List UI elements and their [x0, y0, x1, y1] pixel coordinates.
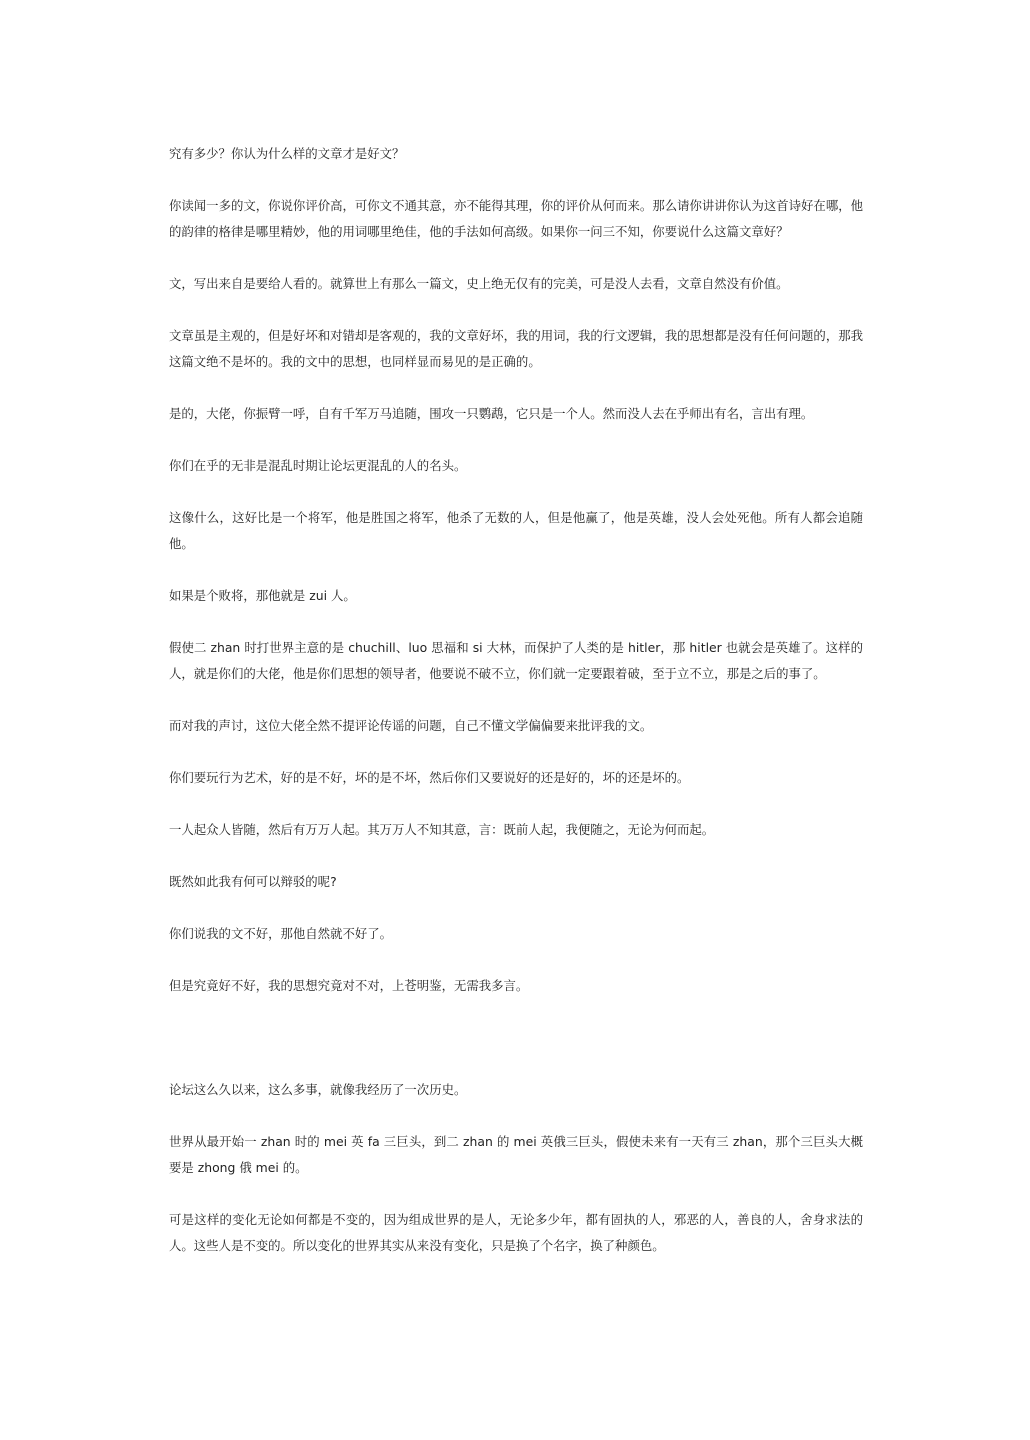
paragraph: 文章虽是主观的，但是好坏和对错却是客观的，我的文章好坏，我的用词，我的行文逻辑，我的思想都是没有任何问题的，那我这篇文绝不是坏的。我的文中的思想，也同样显而易见的是正确的。 — [169, 328, 863, 369]
paragraph: 一人起众人皆随，然后有万万人起。其万万人不知其意，言：既前人起，我便随之，无论为何而起。 — [169, 822, 715, 837]
paragraph: 但是究竟好不好，我的思想究竟对不对，上苍明鉴，无需我多言。 — [169, 978, 529, 993]
paragraph: 是的，大佬，你振臂一呼，自有千军万马追随，围攻一只鹦鹉，它只是一个人。然而没人去在乎师出有名，言出有理。 — [169, 406, 814, 421]
paragraph: 论坛这么久以来，这么多事，就像我经历了一次历史。 — [169, 1082, 467, 1097]
paragraph: 可是这样的变化无论如何都是不变的，因为组成世界的是人，无论多少年，都有固执的人，邪恶的人，善良的人，舍身求法的人。这些人是不变的。所以变化的世界其实从来没有变化，只是换了个名字，换了种颜色。 — [169, 1212, 863, 1253]
paragraph: 既然如此我有何可以辩驳的呢? — [169, 874, 337, 889]
paragraph: 而对我的声讨，这位大佬全然不提评论传谣的问题，自己不懂文学偏偏要来批评我的文。 — [169, 718, 653, 733]
article-body — [169, 141, 863, 1285]
paragraph: 你们说我的文不好，那他自然就不好了。 — [169, 926, 393, 941]
section-spacer — [169, 1025, 863, 1077]
paragraph: 你们要玩行为艺术，好的是不好，坏的是不坏，然后你们又要说好的还是好的，坏的还是坏的。 — [169, 770, 690, 785]
paragraph: 如果是个败将，那他就是 zui 人。 — [169, 588, 356, 603]
paragraph: 你读闻一多的文，你说你评价高，可你文不通其意，亦不能得其理，你的评价从何而来。那么请你讲讲你认为这首诗好在哪，他的韵律的格律是哪里精妙，他的用词哪里绝佳，他的手法如何高级。如果你一问三不知，你要说什么这篇文章好？ — [169, 198, 863, 239]
paragraph: 假使二 zhan 时打世界主意的是 chuchill、luo 思福和 si 大林，而保护了人类的是 hitler，那 hitler 也就会是英雄了。这样的人，就是你们的大佬，他是你们思想的领导者，他要说不破不立，你们就一定要跟着破，至于立不立，那是之后的事了。 — [169, 640, 863, 681]
paragraph: 文，写出来自是要给人看的。就算世上有那么一篇文，史上绝无仅有的完美，可是没人去看，文章自然没有价值。 — [169, 276, 789, 291]
paragraph: 你们在乎的无非是混乱时期让论坛更混乱的人的名头。 — [169, 458, 467, 473]
paragraph: 这像什么，这好比是一个将军，他是胜国之将军，他杀了无数的人，但是他赢了，他是英雄，没人会处死他。所有人都会追随他。 — [169, 510, 863, 551]
paragraph: 世界从最开始一 zhan 时的 mei 英 fa 三巨头，到二 zhan 的 mei 英俄三巨头，假使未来有一天有三 zhan，那个三巨头大概要是 zhong 俄 mei 的。 — [169, 1134, 863, 1175]
paragraph: 究有多少？你认为什么样的文章才是好文？ — [169, 146, 405, 161]
